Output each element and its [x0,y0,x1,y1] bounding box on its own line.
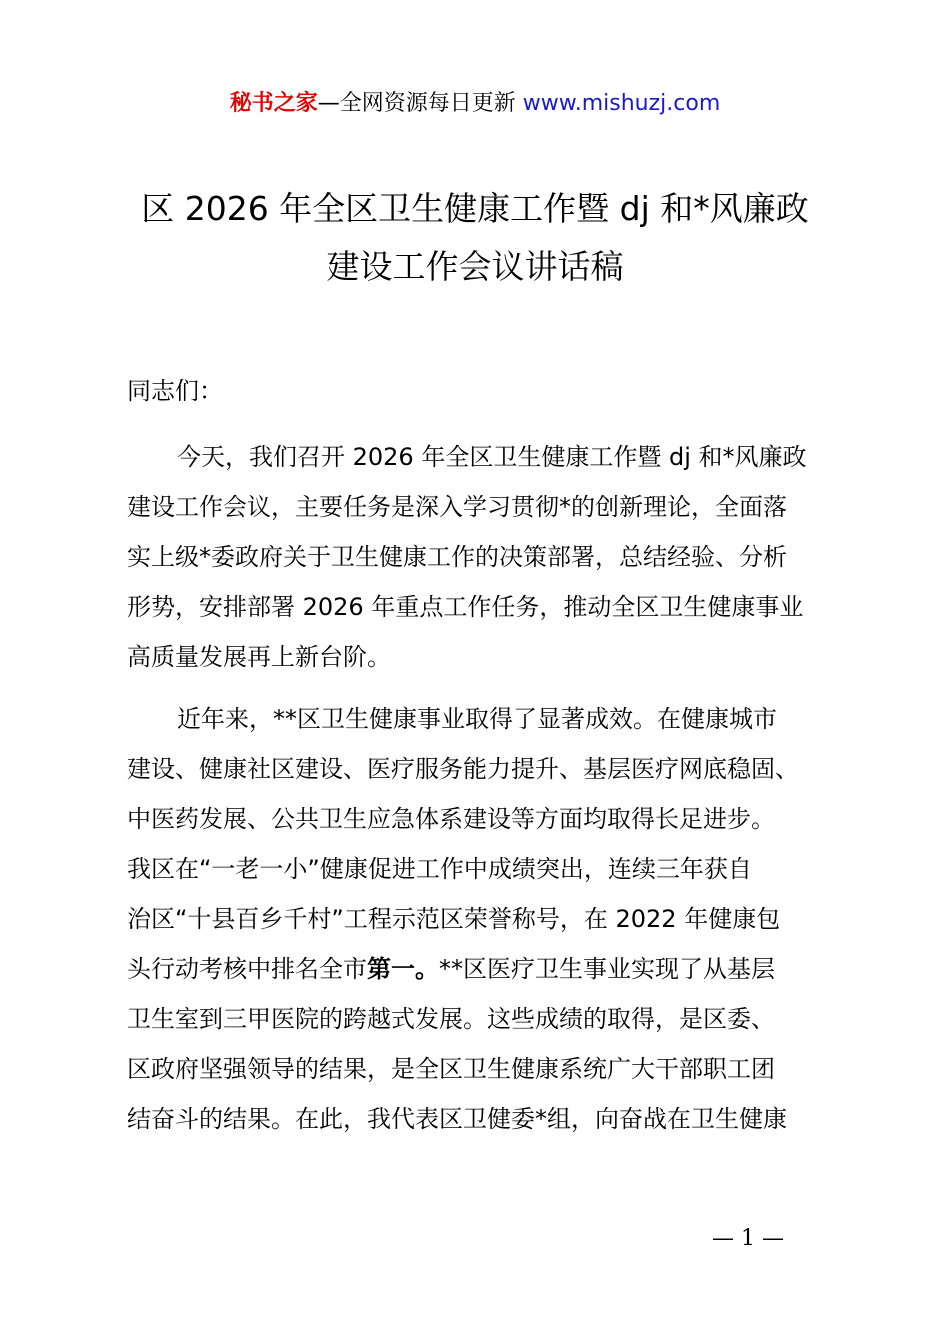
paragraph-line: 实上级*委政府关于卫生健康工作的决策部署，总结经验、分析 [127,543,787,571]
paragraph-line: 我区在“一老一小”健康促进工作中成绩突出，连续三年获自 [127,855,752,883]
paragraph-line: 高质量发展再上新台阶。 [127,643,391,671]
paragraph-line: 建设、健康社区建设、医疗服务能力提升、基层医疗网底稳固、 [127,755,799,783]
document-title [100,180,850,296]
paragraph-line: 治区“十县百乡千村”工程示范区荣誉称号，在 2022 年健康包 [127,905,781,933]
paragraph-line: 近年来，**区卫生健康事业取得了显著成效。在健康城市 [177,705,777,733]
title-line-1: 区 2026 年全区卫生健康工作暨 dj 和*风廉政 [141,189,809,228]
line-text: 头行动考核中排名全市 [127,955,367,983]
paragraph-line: 建设工作会议，主要任务是深入学习贯彻*的创新理论，全面落 [127,493,787,521]
paragraph-line: 区政府坚强领导的结果，是全区卫生健康系统广大干部职工团 [127,1055,775,1083]
paragraph-1 [127,432,847,682]
paragraph-line: 结奋斗的结果。在此，我代表区卫健委*组，向奋战在卫生健康 [127,1105,787,1133]
page-number: — 1 — [712,1226,784,1251]
paragraph-line [127,944,847,994]
line-text: **区医疗卫生事业实现了从基层 [439,955,775,983]
paragraph-2 [127,694,847,1144]
site-url-link[interactable]: www.mishuzj.com [522,91,721,116]
paragraph-line: 今天，我们召开 2026 年全区卫生健康工作暨 dj 和*风廉政 [177,443,807,471]
paragraph-line: 中医药发展、公共卫生应急体系建设等方面均取得长足进步。 [127,805,775,833]
title-line-2: 建设工作会议讲话稿 [326,247,624,286]
paragraph-line: 形势，安排部署 2026 年重点工作任务，推动全区卫生健康事业 [127,593,804,621]
paragraph-line: 卫生室到三甲医院的跨越式发展。这些成绩的取得，是区委、 [127,1005,775,1033]
bold-emphasis: 第一。 [367,955,439,983]
site-banner [0,86,950,122]
banner-tagline: —全网资源每日更新 [317,91,523,116]
brand-name: 秘书之家 [229,91,318,116]
greeting: 同志们： [127,377,223,405]
